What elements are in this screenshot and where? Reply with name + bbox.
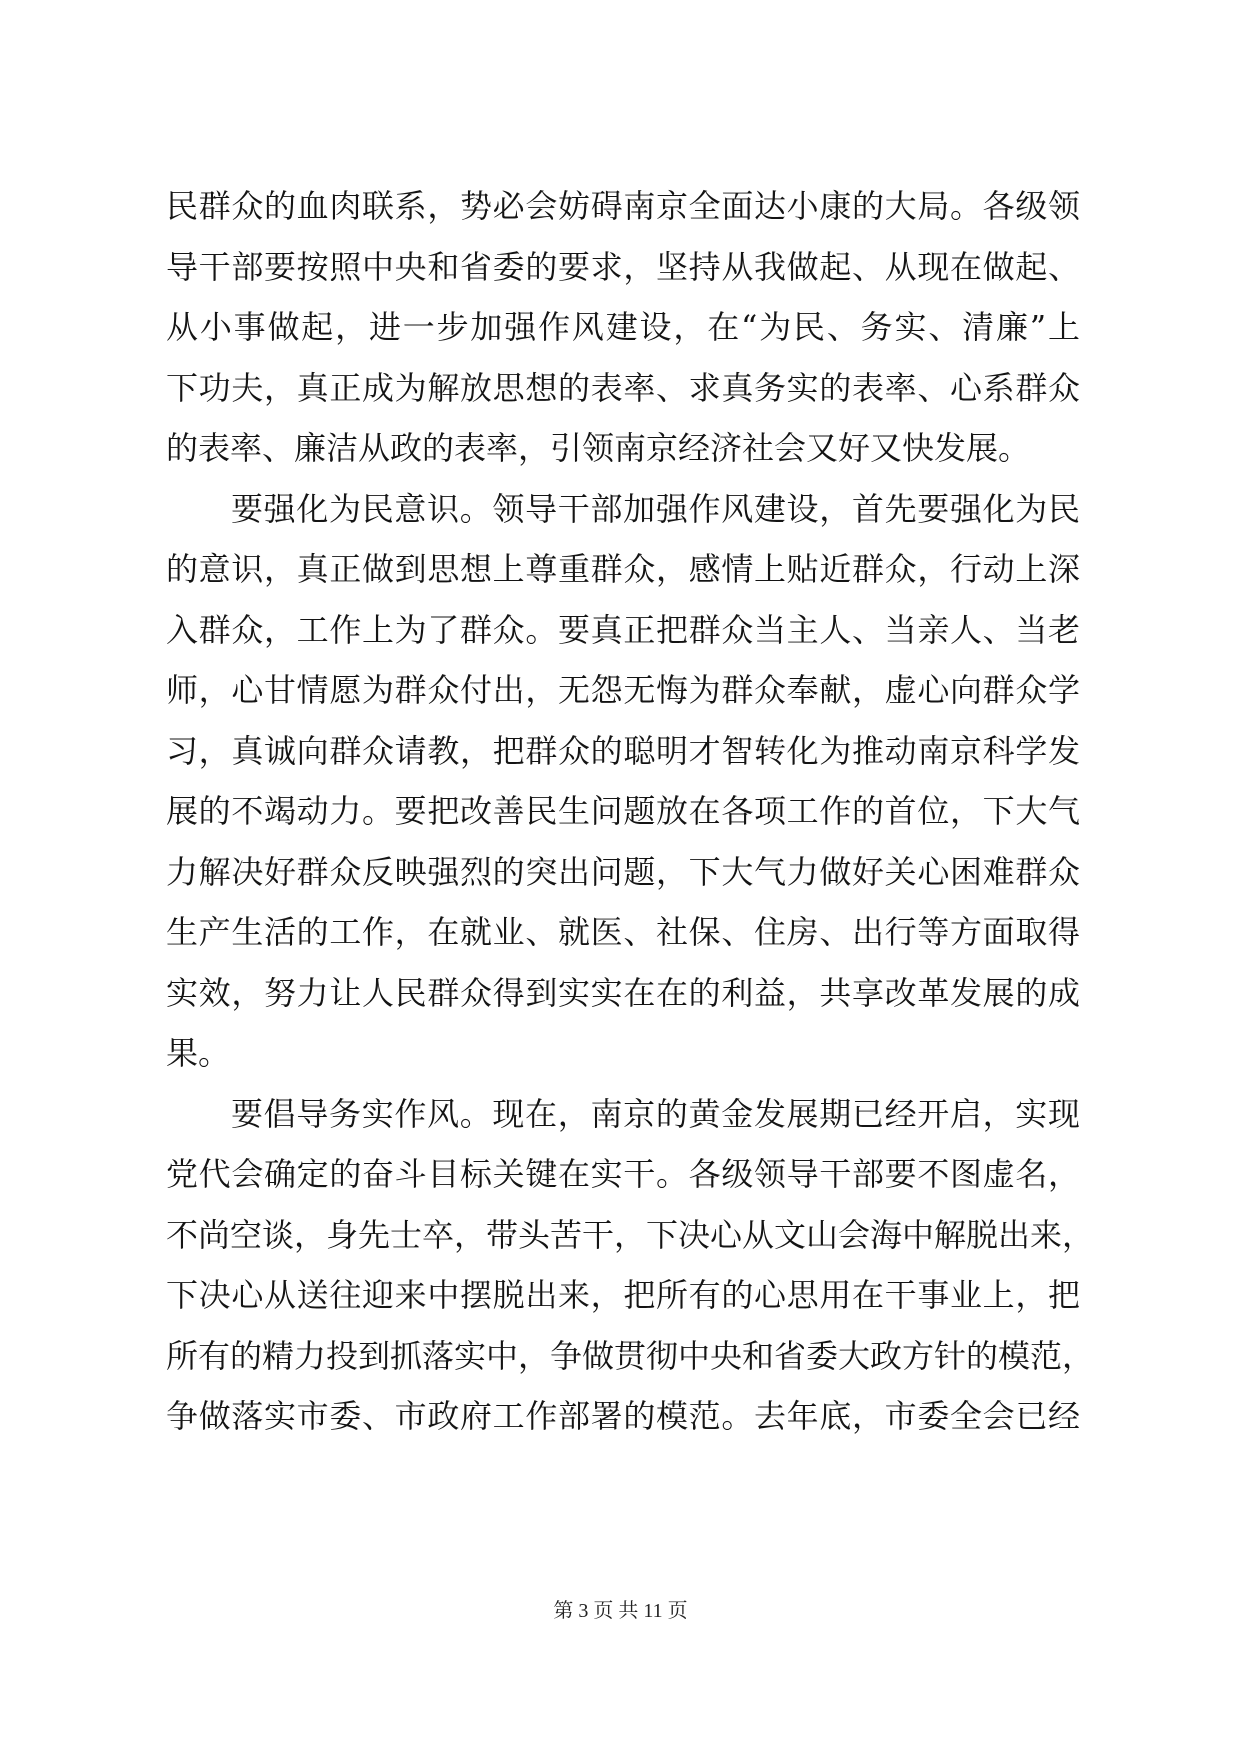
paragraph-2-line-4: 师，心甘情愿为群众付出，无怨无悔为群众奉献，虚心向群众学 xyxy=(166,671,1080,709)
paragraph-2-line-2: 的意识，真正做到思想上尊重群众，感情上贴近群众，行动上深 xyxy=(166,550,1080,588)
paragraph-2-line-8: 生产生活的工作，在就业、就医、社保、住房、出行等方面取得 xyxy=(166,913,1080,951)
page-number-footer: 第 3 页 共 11 页 xyxy=(553,1600,688,1622)
paragraph-3-line-2: 党代会确定的奋斗目标关键在实干。各级领导干部要不图虚名， xyxy=(166,1155,1080,1193)
paragraph-3-line-1: 要倡导务实作风。现在，南京的黄金发展期已经开启，实现 xyxy=(231,1094,1080,1133)
paragraph-3-line-6: 争做落实市委、市政府工作部署的模范。去年底，市委全会已经 xyxy=(166,1397,1080,1435)
paragraph-2-line-3: 入群众，工作上为了群众。要真正把群众当主人、当亲人、当老 xyxy=(166,610,1080,649)
document-body xyxy=(166,176,1095,1447)
paragraph-2-line-9: 实效，努力让人民群众得到实实在在的利益，共享改革发展的成 xyxy=(166,973,1080,1012)
paragraph-1-line-2: 导干部要按照中央和省委的要求，坚持从我做起、从现在做起、 xyxy=(166,247,1080,286)
paragraph-3-line-3: 不尚空谈，身先士卒，带头苦干，下决心从文山会海中解脱出来， xyxy=(166,1215,1095,1254)
paragraph-2-line-10: 果。 xyxy=(166,1034,231,1072)
paragraph-1-line-5: 的表率、廉洁从政的表率，引领南京经济社会又好又快发展。 xyxy=(166,429,1031,467)
paragraph-2-line-7: 力解决好群众反映强烈的突出问题，下大气力做好关心困难群众 xyxy=(166,852,1080,891)
paragraph-3-line-4: 下决心从送往迎来中摆脱出来，把所有的心思用在干事业上，把 xyxy=(166,1276,1080,1314)
paragraph-1-line-1: 民群众的血肉联系，势必会妨碍南京全面达小康的大局。各级领 xyxy=(166,187,1080,225)
paragraph-3-line-5: 所有的精力投到抓落实中，争做贯彻中央和省委大政方针的模范， xyxy=(166,1336,1095,1375)
paragraph-2-line-5: 习，真诚向群众请教，把群众的聪明才智转化为推动南京科学发 xyxy=(166,731,1080,770)
paragraph-2-line-6: 展的不竭动力。要把改善民生问题放在各项工作的首位，下大气 xyxy=(166,792,1080,830)
paragraph-2-line-1: 要强化为民意识。领导干部加强作风建设，首先要强化为民 xyxy=(231,489,1080,528)
paragraph-1-line-3: 从小事做起，进一步加强作风建设，在“为民、务实、清廉”上 xyxy=(166,308,1080,346)
paragraph-1-line-4: 下功夫，真正成为解放思想的表率、求真务实的表率、心系群众 xyxy=(166,368,1080,407)
